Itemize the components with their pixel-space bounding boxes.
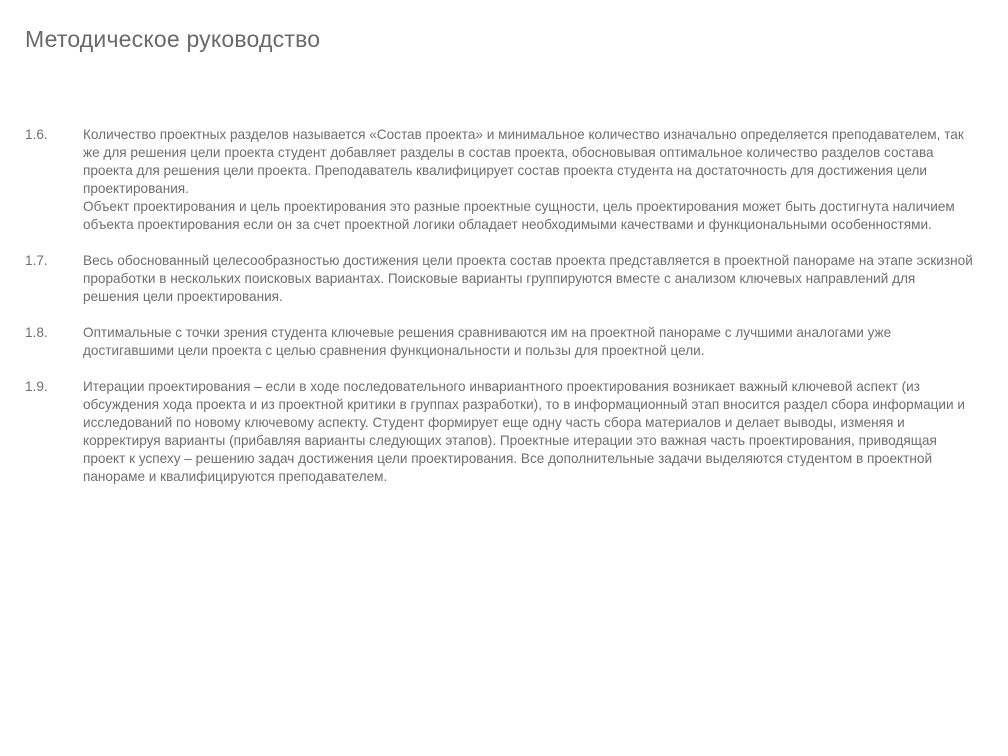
list-item [0, 252, 1008, 306]
page-title: Методическое руководство [25, 26, 321, 52]
item-number: 1.7. [25, 253, 48, 268]
item-paragraph: Весь обоснованный целесообразностью достижения цели проекта состав проекта представляется в проектной панораме на этапе эскизной проработки в нескольких поисковых вариантах. Поисковые варианты группируются вместе с анализом ключевых направлений для решения цели проектирования. [83, 253, 973, 304]
item-body [83, 126, 973, 234]
item-paragraph: Количество проектных разделов называется «Состав проекта» и минимальное количество изначально определяется преподавателем, так же для решения цели проекта студент добавляет разделы в состав проекта, обосновывая оптимальное количество разделов состава проекта для решения цели проекта. Преподаватель квалифицирует состав проекта студента на достаточность для достижения цели проектирования. [83, 127, 964, 196]
item-number: 1.9. [25, 379, 48, 394]
item-body [83, 324, 973, 360]
item-list [0, 126, 1008, 504]
item-paragraph: Оптимальные с точки зрения студента ключевые решения сравниваются им на проектной панораме с лучшими аналогами уже достигавшими цели проекта с целью сравнения функциональности и пользы для проектной цели. [83, 325, 892, 358]
item-body [83, 378, 973, 486]
item-paragraph: Итерации проектирования – если в ходе последовательного инвариантного проектирования возникает важный ключевой аспект (из обсуждения хода проекта и из проектной критики в группах разработки), то в информационный этап вносится раздел сбора информации и исследований по новому ключевому аспекту. Студент формирует еще одну часть сбора материалов и делает выводы, изменяя и корректируя варианты (прибавляя варианты следующих этапов). Проектные итерации это важная часть проектирования, приводящая проект к успеху – решению задач достижения цели проектирования. Все дополнительные задачи выделяются студентом в проектной панораме и квалифицируются преподавателем. [83, 379, 965, 484]
item-number: 1.8. [25, 325, 48, 340]
list-item [0, 378, 1008, 486]
list-item [0, 126, 1008, 234]
item-body [83, 252, 973, 306]
item-paragraph: Объект проектирования и цель проектирования это разные проектные сущности, цель проектирования может быть достигнута наличием объекта проектирования если он за счет проектной логики обладает необходимыми качествами и функциональными особенностями. [83, 199, 955, 232]
item-number: 1.6. [25, 127, 48, 142]
list-item [0, 324, 1008, 360]
